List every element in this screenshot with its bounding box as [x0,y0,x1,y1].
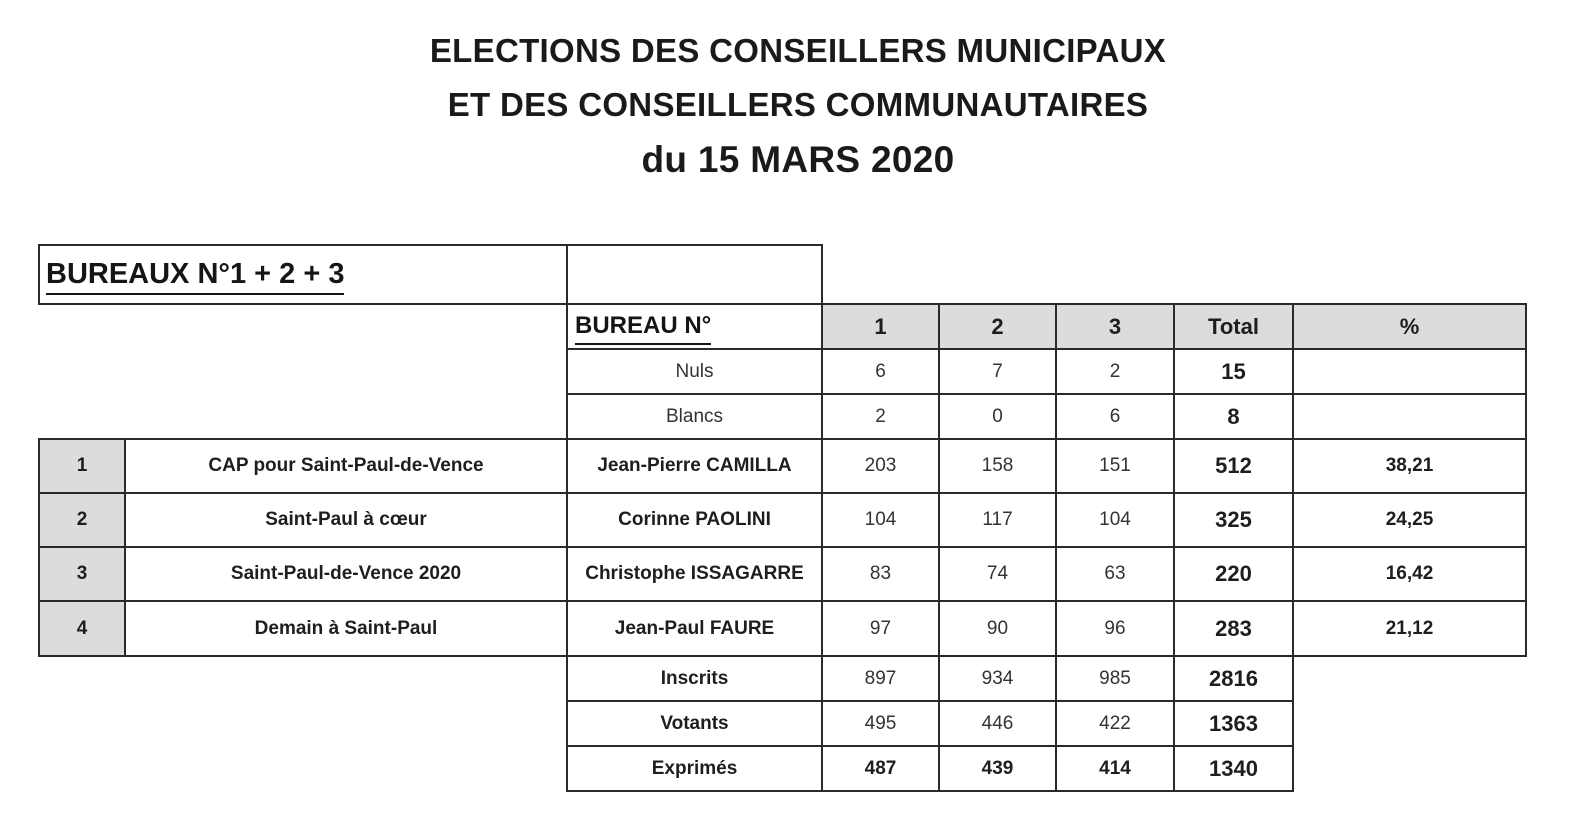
blancs-pct [1292,393,1527,440]
list-pct: 38,21 [1292,438,1527,494]
exprimes-label: Exprimés [566,745,823,792]
inscrits-value-3: 985 [1055,655,1175,702]
list-value-3: 63 [1055,546,1175,602]
votants-value-3: 422 [1055,700,1175,747]
list-name: Saint-Paul-de-Vence 2020 [124,546,568,602]
list-number: 4 [38,600,126,657]
header-col-3: 3 [1055,303,1175,350]
list-pct: 21,12 [1292,600,1527,657]
title-line-2: ET DES CONSEILLERS COMMUNAUTAIRES [447,86,1149,123]
list-value-2: 158 [938,438,1057,494]
list-number: 1 [38,438,126,494]
title-line-1: ELECTIONS DES CONSEILLERS MUNICIPAUX [429,32,1167,69]
list-number: 2 [38,492,126,548]
blancs-value-3: 6 [1055,393,1175,440]
list-value-1: 203 [821,438,940,494]
exprimes-value-3: 414 [1055,745,1175,792]
inscrits-value-1: 897 [821,655,940,702]
list-value-1: 104 [821,492,940,548]
list-total: 283 [1173,600,1294,657]
list-value-1: 97 [821,600,940,657]
list-value-2: 90 [938,600,1057,657]
list-candidate: Jean-Pierre CAMILLA [566,438,823,494]
list-value-3: 96 [1055,600,1175,657]
votants-value-1: 495 [821,700,940,747]
list-pct: 16,42 [1292,546,1527,602]
list-candidate: Jean-Paul FAURE [566,600,823,657]
exprimes-total: 1340 [1173,745,1294,792]
list-total: 220 [1173,546,1294,602]
exprimes-value-2: 439 [938,745,1057,792]
votants-label: Votants [566,700,823,747]
votants-total: 1363 [1173,700,1294,747]
list-pct: 24,25 [1292,492,1527,548]
list-candidate: Christophe ISSAGARRE [566,546,823,602]
header-col-pct: % [1292,303,1527,350]
list-total: 325 [1173,492,1294,548]
list-name: Demain à Saint-Paul [124,600,568,657]
nuls-pct [1292,348,1527,395]
inscrits-value-2: 934 [938,655,1057,702]
inscrits-label: Inscrits [566,655,823,702]
nuls-total: 15 [1173,348,1294,395]
nuls-value-2: 7 [938,348,1057,395]
nuls-value-1: 6 [821,348,940,395]
list-name: Saint-Paul à cœur [124,492,568,548]
list-total: 512 [1173,438,1294,494]
bureau-n-label: BUREAU N° [575,311,711,345]
blancs-value-1: 2 [821,393,940,440]
list-value-3: 151 [1055,438,1175,494]
header-col-total: Total [1173,303,1294,350]
list-value-2: 117 [938,492,1057,548]
list-value-1: 83 [821,546,940,602]
list-number: 3 [38,546,126,602]
nuls-value-3: 2 [1055,348,1175,395]
inscrits-total: 2816 [1173,655,1294,702]
empty-top-box [566,244,823,305]
header-col-1: 1 [821,303,940,350]
list-value-3: 104 [1055,492,1175,548]
blancs-value-2: 0 [938,393,1057,440]
list-value-2: 74 [938,546,1057,602]
list-name: CAP pour Saint-Paul-de-Vence [124,438,568,494]
nuls-label: Nuls [566,348,823,395]
exprimes-value-1: 487 [821,745,940,792]
list-candidate: Corinne PAOLINI [566,492,823,548]
title-line-3: du 15 MARS 2020 [641,139,955,180]
bureaux-label: BUREAUX N°1 + 2 + 3 [46,257,344,295]
blancs-total: 8 [1173,393,1294,440]
header-col-2: 2 [938,303,1057,350]
votants-value-2: 446 [938,700,1057,747]
blancs-label: Blancs [566,393,823,440]
